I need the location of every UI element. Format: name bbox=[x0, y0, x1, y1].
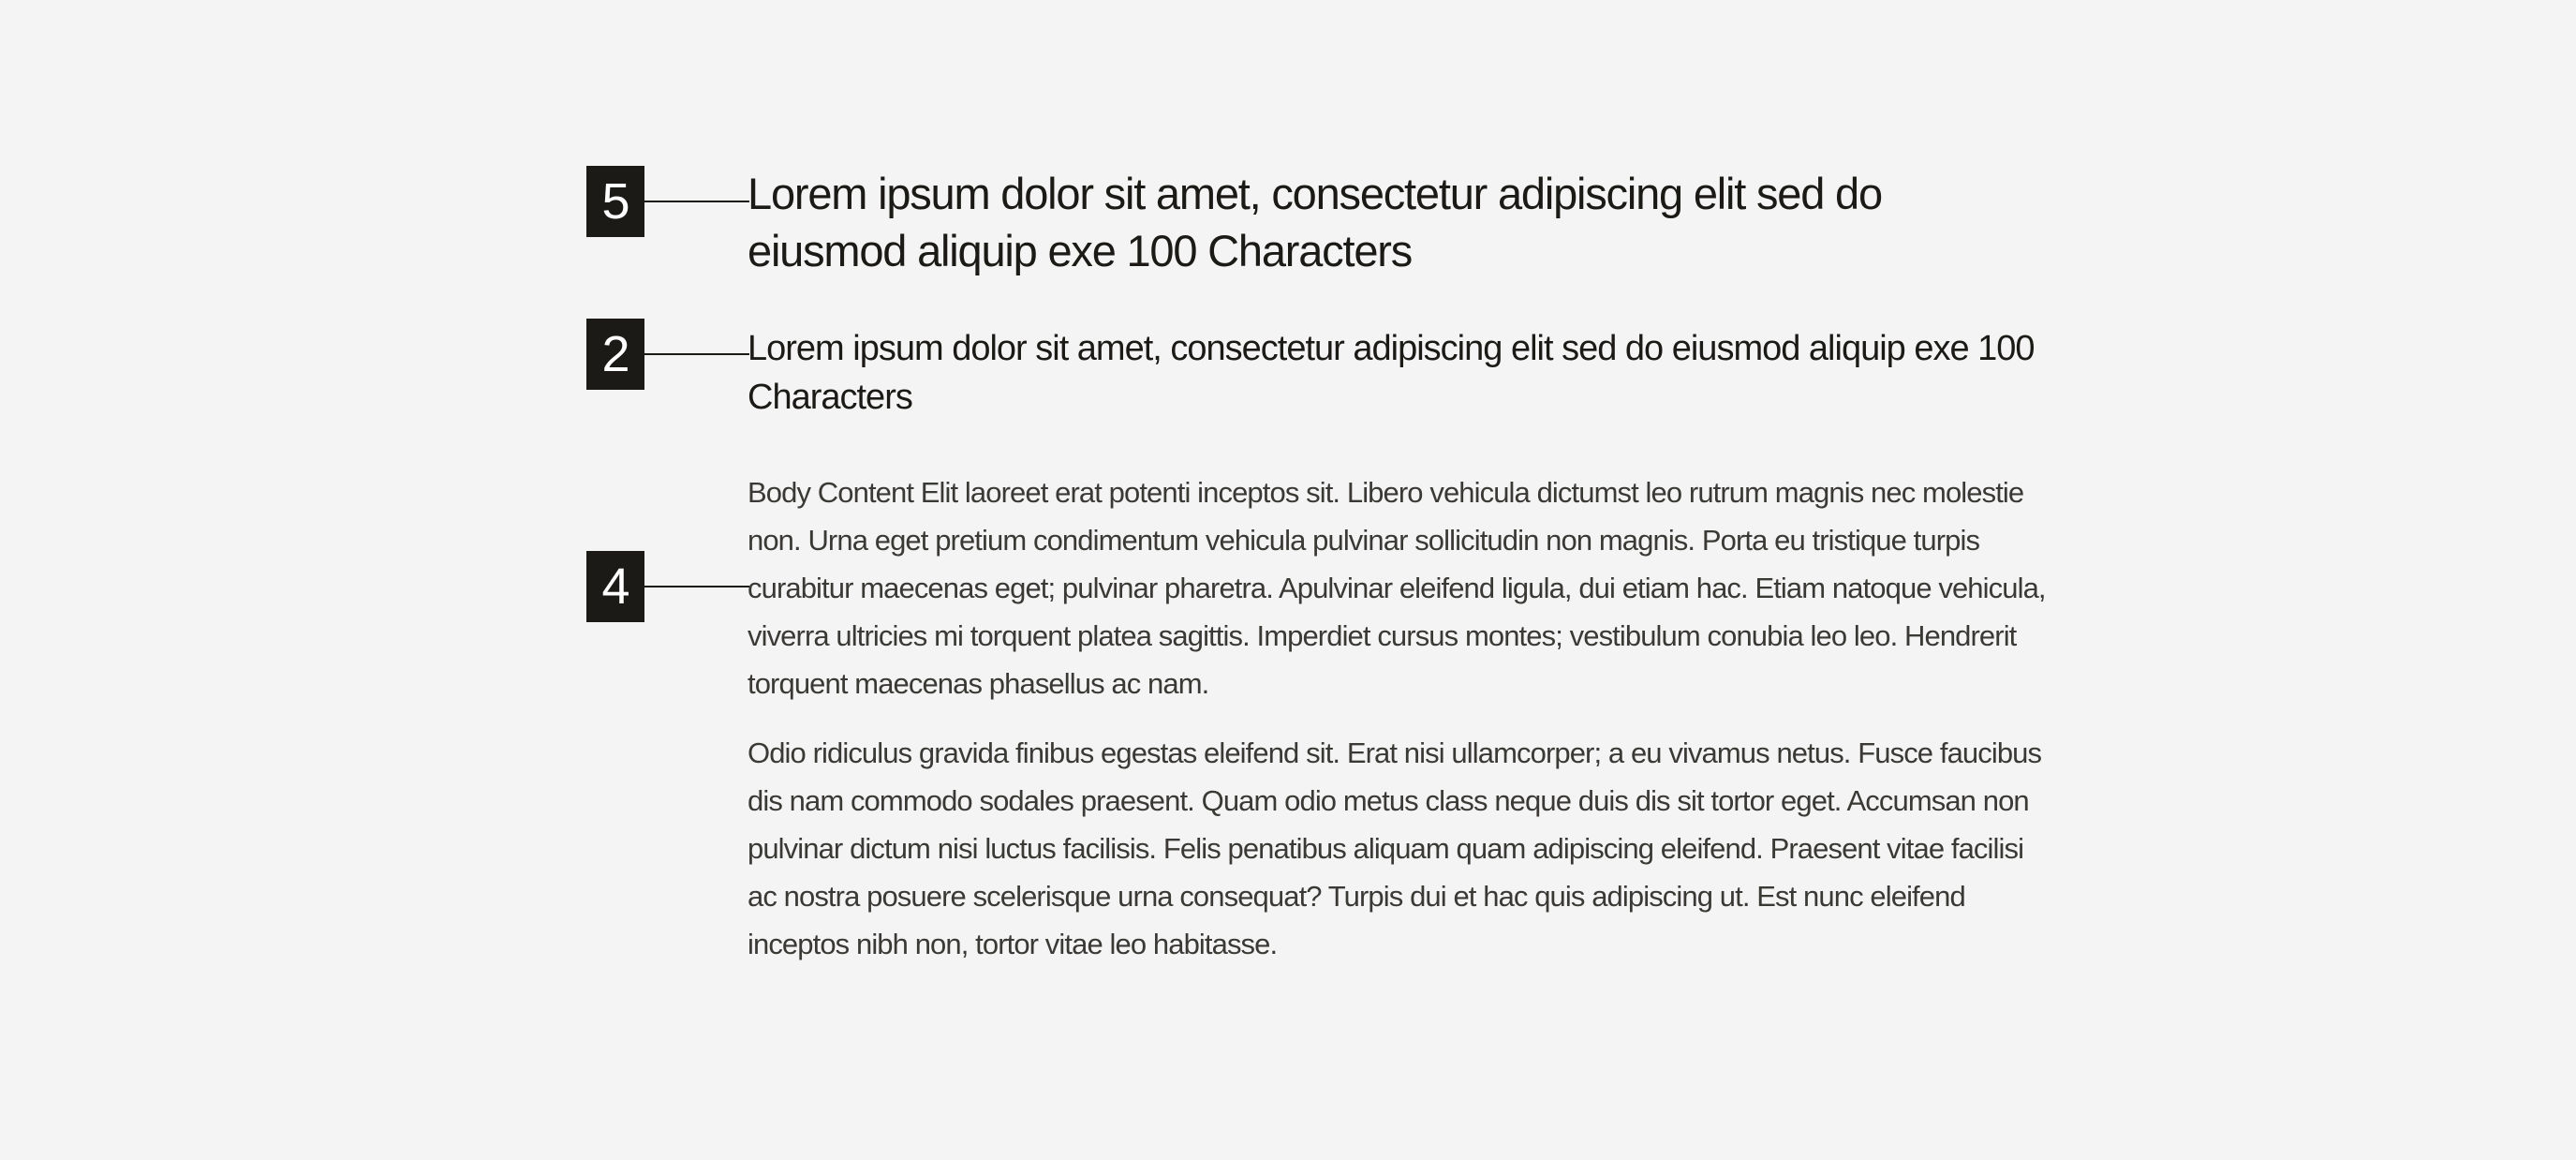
callout-marker-2 bbox=[586, 319, 644, 390]
body-paragraph-2: Odio ridiculus gravida finibus egestas eleifend sit. Erat nisi ullamcorper; a eu vivamus netus. Fusce faucibus dis nam commodo sodales praesent. Quam odio metus class neque duis dis sit tortor eget. Accumsan non pulvinar dictum nisi luctus facilisis. Felis penatibus aliquam quam adipiscing eleifend. Praesent vitae facilisi ac nostra posuere scelerisque urna consequat? Turpis dui et hac quis adipiscing ut. Est nunc eleifend inceptos nibh non, tortor vitae leo habitasse. bbox=[748, 736, 2042, 960]
callout-connector-line bbox=[644, 586, 749, 587]
body-content bbox=[748, 468, 2059, 989]
body-paragraph-1: Body Content Elit laoreet erat potenti inceptos sit. Libero vehicula dictumst leo rutrum magnis nec molestie non. Urna eget pretium condimentum vehicula pulvinar sollicitudin non magnis. Porta eu tristique turpis curabitur maecenas eget; pulvinar pharetra. Apulvinar eleifend ligula, dui etiam hac. Etiam natoque vehicula, viverra ultricies mi torquent platea sagittis. Imperdiet cursus montes; vestibulum conubia leo leo. Hendrerit torquent maecenas phasellus ac nam. bbox=[748, 476, 2046, 700]
callout-marker-5 bbox=[586, 166, 644, 237]
callout-marker-4 bbox=[586, 551, 644, 622]
heading-large: Lorem ipsum dolor sit amet, consectetur adipiscing elit sed do eiusmod aliquip exe 100 Characters bbox=[748, 169, 1882, 275]
callout-marker-number: 4 bbox=[601, 558, 629, 615]
callout-connector-line bbox=[644, 201, 749, 202]
callout-connector-line bbox=[644, 353, 749, 355]
heading-medium: Lorem ipsum dolor sit amet, consectetur adipiscing elit sed do eiusmod aliquip exe 100 Characters bbox=[748, 329, 2035, 417]
callout-marker-number: 2 bbox=[601, 326, 629, 382]
callout-marker-number: 5 bbox=[601, 173, 629, 230]
